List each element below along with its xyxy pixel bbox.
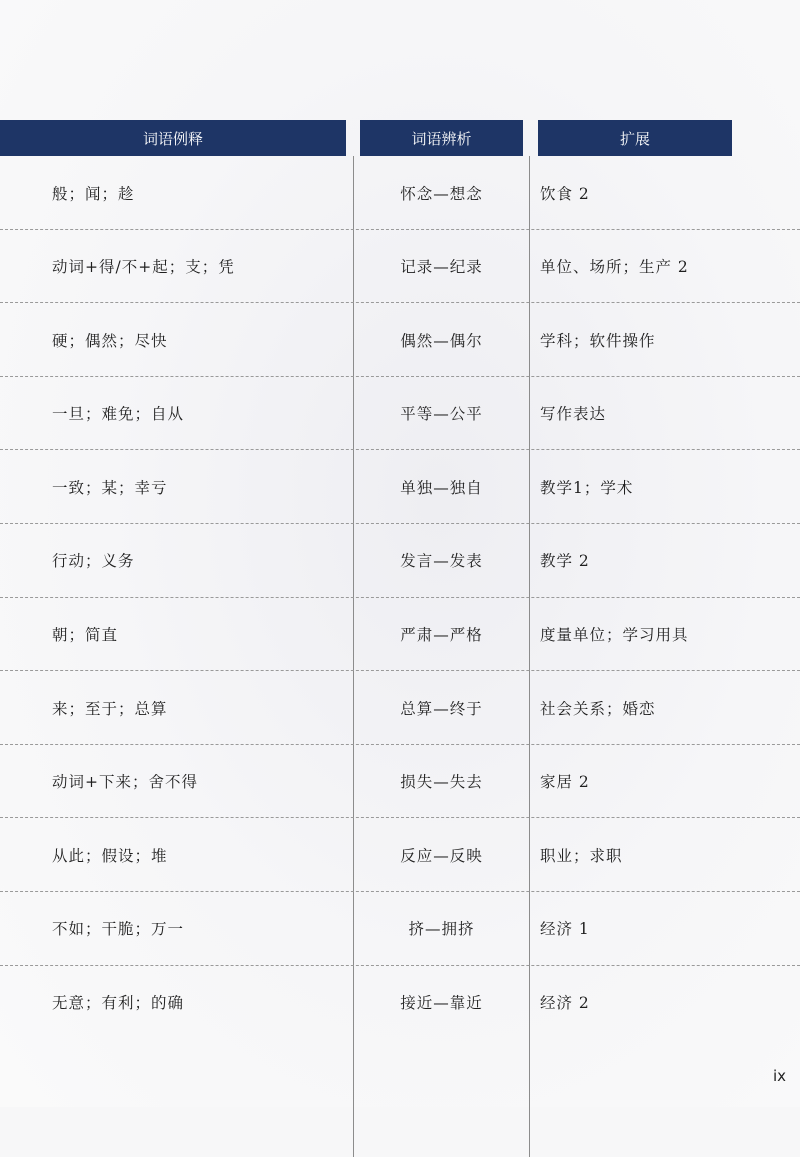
table-header	[0, 120, 800, 156]
cell-word-discrimination: 偶然—偶尔	[400, 331, 483, 350]
cell-word-examples: 来；至于；总算	[52, 699, 168, 718]
cell-extension: 教学 2	[540, 552, 590, 571]
cell-word-examples: 朝；简直	[52, 626, 119, 645]
cell-word-discrimination: 损失—失去	[400, 773, 483, 792]
table-row	[0, 598, 800, 672]
cell-extension: 职业；求职	[540, 846, 623, 865]
cell-word-examples: 般；闻；趁	[52, 184, 135, 203]
table-row	[0, 450, 800, 524]
cell-word-examples: 一旦；难免；自从	[52, 405, 185, 424]
cell-word-discrimination: 记录—纪录	[400, 258, 483, 277]
cell-word-discrimination: 挤—拥挤	[408, 920, 475, 939]
cell-extension: 学科；软件操作	[540, 331, 656, 350]
table-row	[0, 892, 800, 966]
cell-extension: 经济 2	[540, 994, 590, 1013]
table-row	[0, 966, 800, 1040]
cell-word-discrimination: 接近—靠近	[400, 994, 483, 1013]
cell-extension: 单位、场所；生产 2	[540, 258, 689, 277]
cell-word-discrimination: 怀念—想念	[400, 184, 483, 203]
cell-word-discrimination: 平等—公平	[400, 405, 483, 424]
cell-word-examples: 动词+下来；舍不得	[52, 773, 198, 792]
cell-word-examples: 从此；假设；堆	[52, 846, 168, 865]
cell-extension: 饮食 2	[540, 184, 590, 203]
table-row	[0, 818, 800, 892]
header-word-examples: 词语例释	[0, 120, 346, 156]
cell-extension: 经济 1	[540, 920, 590, 939]
table-row	[0, 156, 800, 230]
cell-word-discrimination: 单独—独自	[400, 478, 483, 497]
table-row	[0, 671, 800, 745]
cell-extension: 家居 2	[540, 773, 590, 792]
cell-word-discrimination: 严肃—严格	[400, 626, 483, 645]
cell-word-discrimination: 总算—终于	[400, 699, 483, 718]
table-row	[0, 303, 800, 377]
cell-extension: 社会关系；婚恋	[540, 699, 656, 718]
cell-word-examples: 一致；某；幸亏	[52, 478, 168, 497]
table-row	[0, 230, 800, 304]
cell-word-discrimination: 反应—反映	[400, 846, 483, 865]
cell-word-examples: 动词+得/不+起；支；凭	[52, 258, 235, 277]
cell-extension: 教学1；学术	[540, 478, 634, 497]
cell-word-examples: 硬；偶然；尽快	[52, 331, 168, 350]
cell-word-examples: 行动；义务	[52, 552, 135, 571]
cell-word-examples: 无意；有利；的确	[52, 994, 185, 1013]
cell-extension: 写作表达	[540, 405, 607, 424]
table-row	[0, 745, 800, 819]
header-word-discrimination: 词语辨析	[360, 120, 523, 156]
header-extension: 扩展	[538, 120, 732, 156]
cell-word-discrimination: 发言—发表	[400, 552, 483, 571]
table-body	[0, 156, 800, 1039]
table-row	[0, 377, 800, 451]
cell-extension: 度量单位；学习用具	[540, 626, 689, 645]
cell-word-examples: 不如；干脆；万一	[52, 920, 185, 939]
page-number: ix	[772, 1067, 786, 1085]
table-row	[0, 524, 800, 598]
